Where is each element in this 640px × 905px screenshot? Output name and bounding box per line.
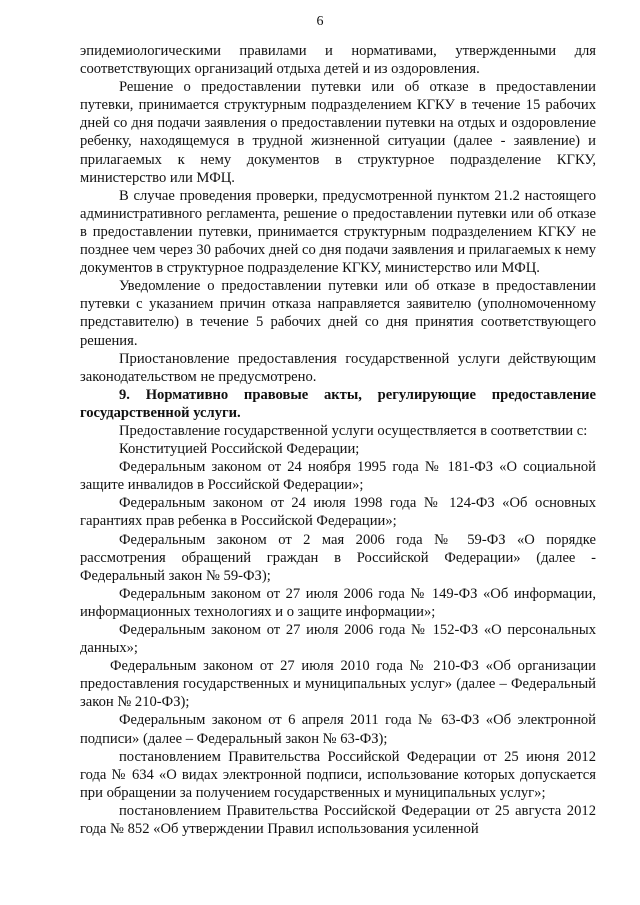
acts-intro: Предоставление государственной услуги осуществляется в соответствии с: [119, 422, 588, 439]
paragraph-inspection-term: В случае проведения проверки, предусмотренной пунктом 21.2 настоящего административного регламента, решение о предоставлении путевки или об отказе в предоставлении путевки, принимается структурным подразделением КГКУ не позднее чем через 30 рабочих дней со дня подачи заявления и прилагаемых к нему документов в структурное подразделение КГКУ, министерство или МФЦ. [80, 187, 596, 277]
act-item-210-fz: Федеральным законом от 27 июля 2010 года № 210-ФЗ «Об организации предоставления государственных и муниципальных услуг» (далее – Федеральный закон № 210-ФЗ); [80, 658, 596, 711]
paragraph-decision-term: Решение о предоставлении путевки или об отказе в предоставлении путевки, принимается структурным подразделением КГКУ в течение 15 рабочих дней со дня подачи заявления о предоставлении путевки на отдых и оздоровление ребенку, находящемуся в трудной жизненной ситуации (далее - заявление) и прилагаемых к нему документов в структурное подразделение КГКУ, министерство или МФЦ. [80, 79, 596, 186]
section-heading: 9. Нормативно правовые акты, регулирующие предоставление государственной услуги. [80, 386, 596, 421]
act-item-59-fz: Федеральным законом от 2 мая 2006 года № 59-ФЗ «О порядке рассмотрения обращений граждан в Российской Федерации» (далее - Федеральный закон № 59-ФЗ); [80, 531, 596, 584]
page-number: 6 [316, 14, 324, 29]
act-item-63-fz: Федеральным законом от 6 апреля 2011 года № 63-ФЗ «Об электронной подписи» (далее – Федеральный закон № 63-ФЗ); [80, 712, 596, 747]
paragraph-suspension: Приостановление предоставления государственной услуги действующим законодательством не предусмотрено. [80, 350, 596, 385]
act-item-resolution-634: постановлением Правительства Российской Федерации от 25 июня 2012 года № 634 «О видах электронной подписи, использование которых допускается при обращении за получением государственных и муниципальных услуг»; [80, 748, 596, 801]
paragraph-continuation: эпидемиологическими правилами и нормативами, утвержденными для соответствующих организаций отдыха детей и из оздоровления. [80, 43, 596, 78]
act-item-constitution: Конституцией Российской Федерации; [119, 441, 360, 458]
paragraph-notification: Уведомление о предоставлении путевки или об отказе в предоставлении путевки с указанием причин отказа направляется заявителю (уполномоченному представителю) в течение 5 рабочих дней со дня принятия соответствующего решения. [80, 278, 596, 349]
document-body [80, 42, 596, 838]
act-item-152-fz: Федеральным законом от 27 июля 2006 года № 152-ФЗ «О персональных данных»; [80, 622, 596, 657]
act-item-181-fz: Федеральным законом от 24 ноября 1995 года № 181-ФЗ «О социальной защите инвалидов в Российской Федерации»; [80, 459, 596, 494]
act-item-124-fz: Федеральным законом от 24 июля 1998 года № 124-ФЗ «Об основных гарантиях прав ребенка в Российской Федерации»; [80, 495, 596, 530]
act-item-149-fz: Федеральным законом от 27 июля 2006 года № 149-ФЗ «Об информации, информационных технологиях и о защите информации»; [80, 585, 596, 620]
act-item-resolution-852: постановлением Правительства Российской Федерации от 25 августа 2012 года № 852 «Об утверждении Правил использования усиленной [80, 802, 596, 838]
